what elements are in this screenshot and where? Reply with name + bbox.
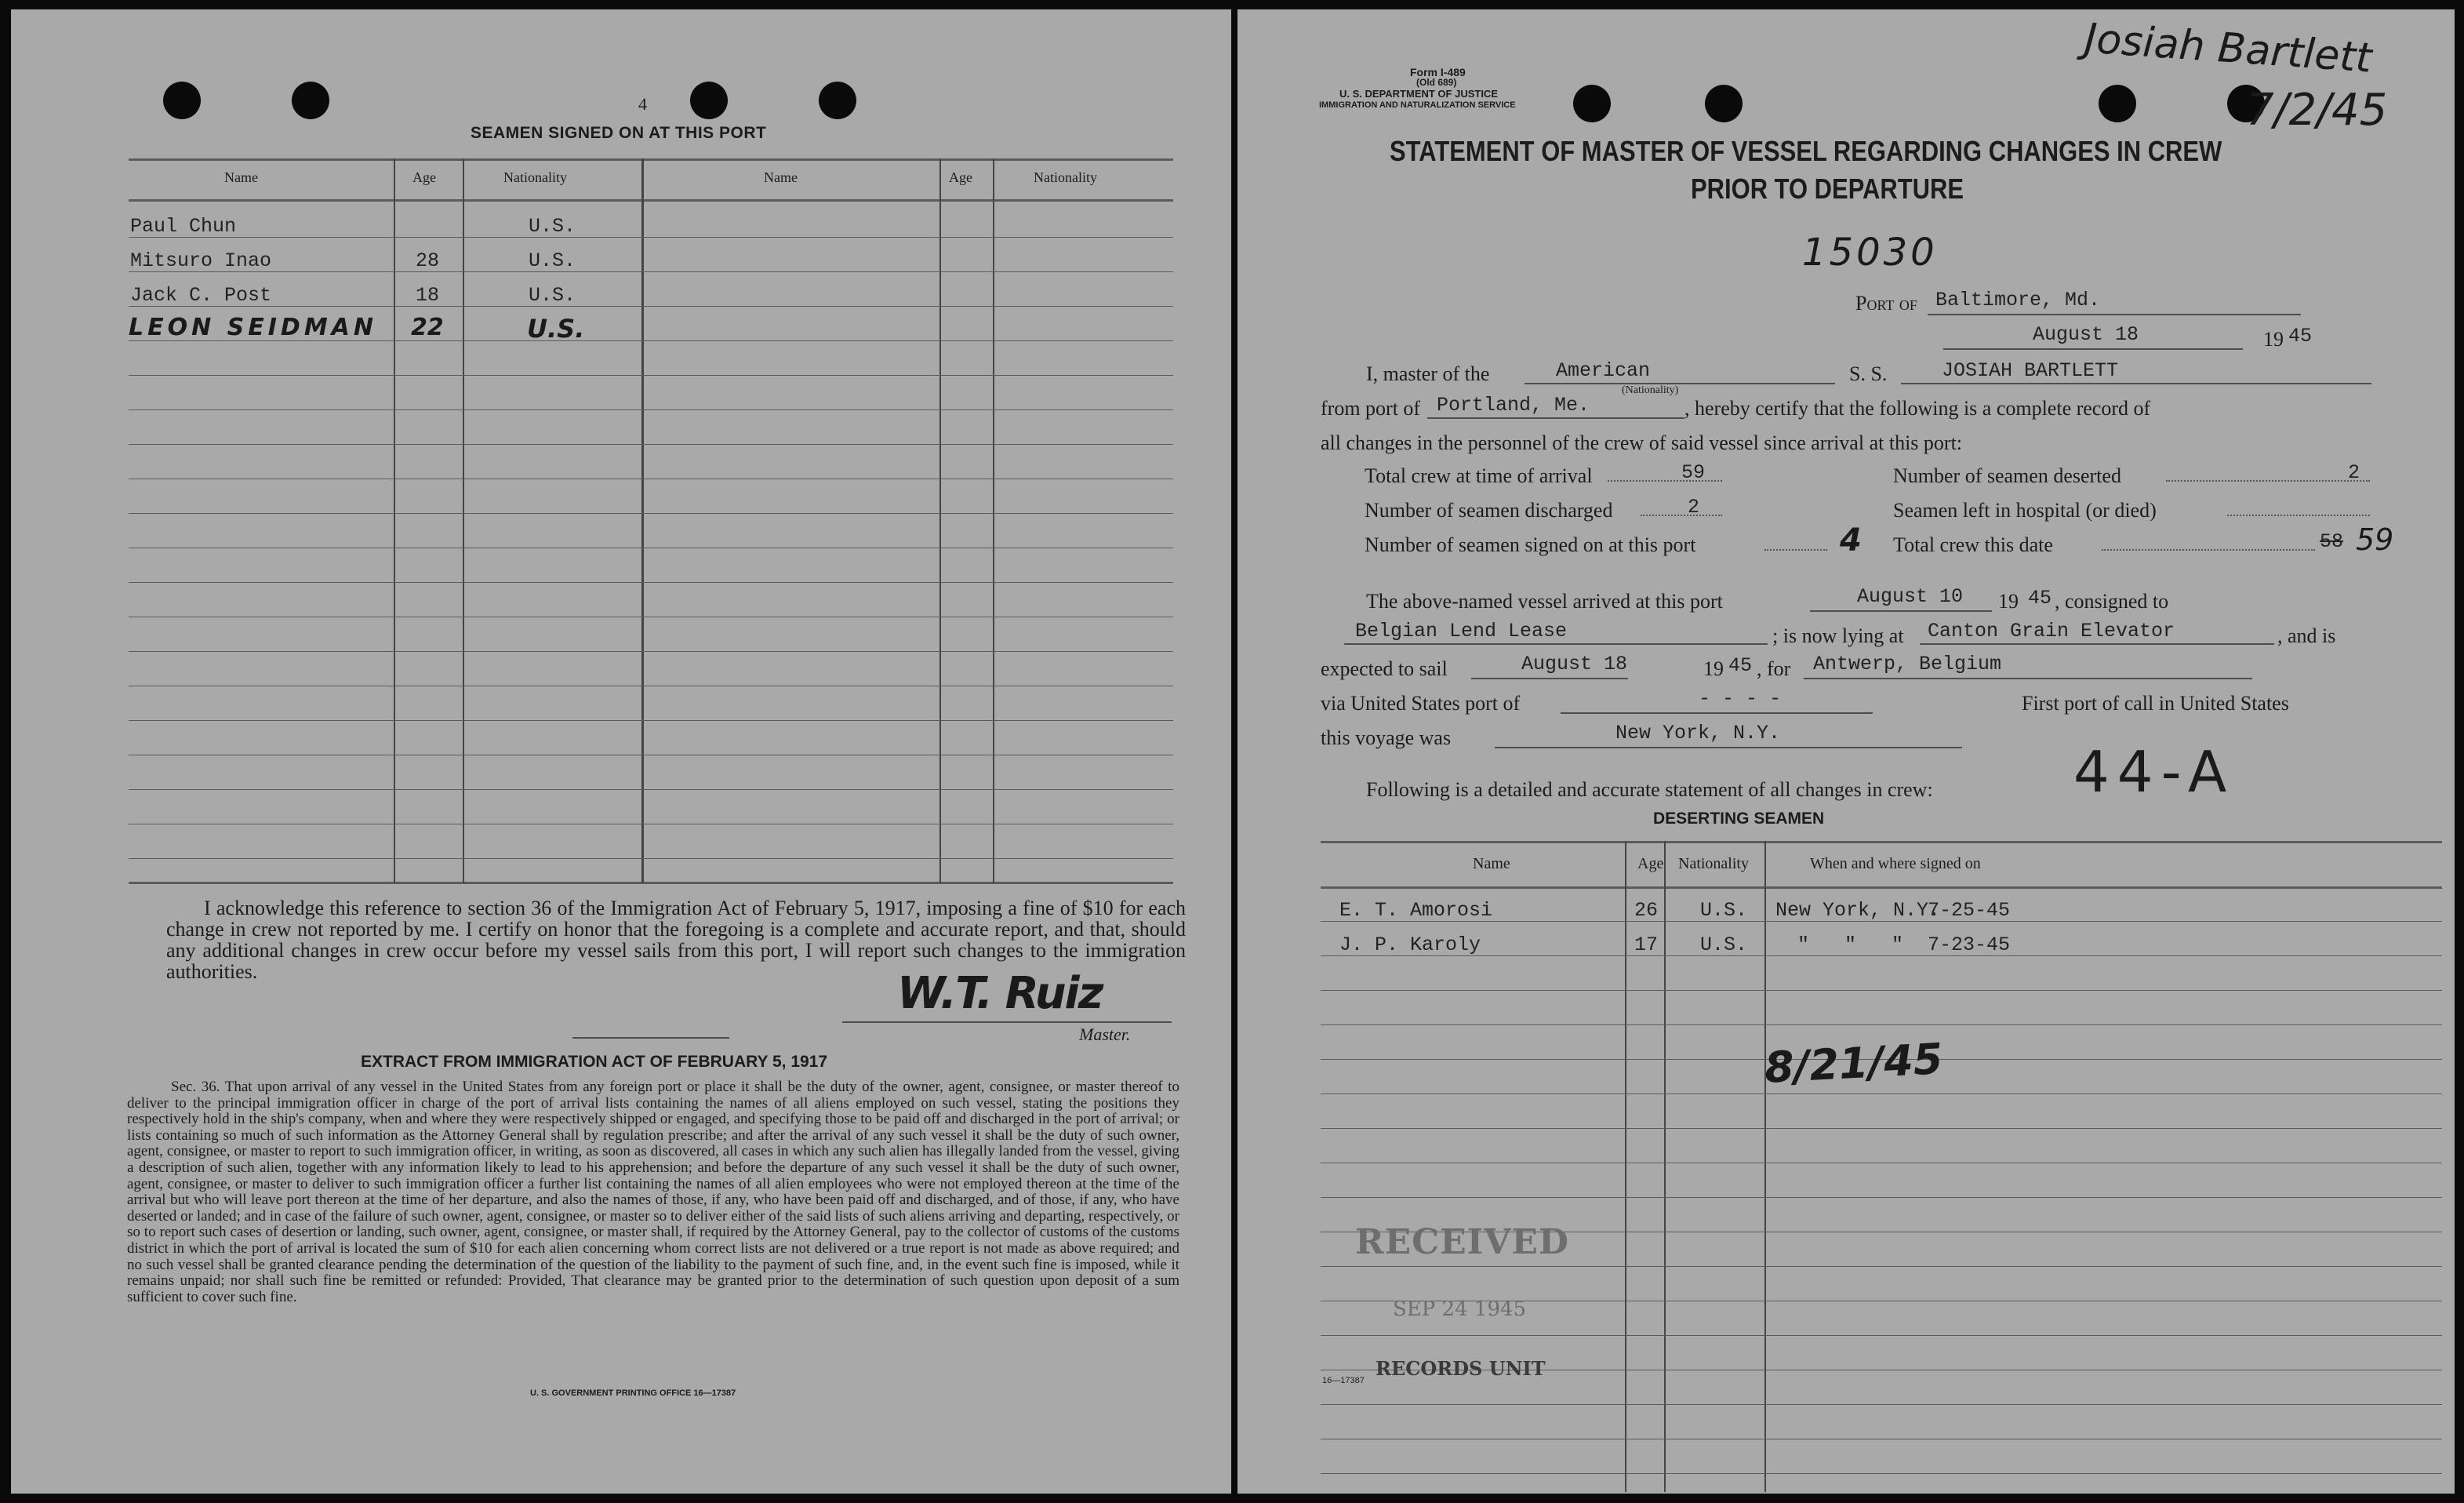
department-name: U. S. DEPARTMENT OF JUSTICE xyxy=(1339,88,1498,100)
deserter-date: 7-25-45 xyxy=(1928,899,2011,922)
expected-value: August 18 xyxy=(1521,653,1628,675)
handwritten-date-note: 7/2/45 xyxy=(2246,85,2388,136)
consigned-label: , consigned to xyxy=(2055,590,2169,613)
form-subtitle: PRIOR TO DEPARTURE xyxy=(1691,173,1964,205)
col-header-name-2: Name xyxy=(764,169,798,185)
via-label: via United States port of xyxy=(1321,692,1521,715)
lying-value: Canton Grain Elevator xyxy=(1928,620,2175,642)
seaman-name: Paul Chun xyxy=(130,215,237,238)
deserted-value: 2 xyxy=(2348,461,2360,484)
deserter-age: 26 xyxy=(1634,899,1659,922)
col-header-age: Age xyxy=(412,169,436,185)
deserter-nationality: U.S. xyxy=(1700,899,1748,922)
certify-text-2: all changes in the personnel of the crew of said vessel since arrival at this port: xyxy=(1321,431,1963,454)
handwritten-vessel-name: Josiah Bartlett xyxy=(2083,15,2374,82)
col-header-nationality-2: Nationality xyxy=(1034,169,1097,185)
port-value: Baltimore, Md. xyxy=(1935,289,2101,311)
total-crew-arrival-value: 59 xyxy=(1681,461,1706,484)
and-is-label: , and is xyxy=(2277,624,2336,647)
table-rule xyxy=(1321,1404,2442,1405)
table-rule xyxy=(129,306,1173,307)
table-rule xyxy=(129,582,1173,583)
handwritten-code: 44-A xyxy=(2073,739,2235,805)
arrived-year: 45 xyxy=(2028,587,2052,610)
year-prefix: 19 xyxy=(2263,328,2284,351)
first-port-label: First port of call in United States xyxy=(2022,692,2289,715)
deserting-seamen-title: DESERTING SEAMEN xyxy=(1653,810,1825,828)
hospital-label: Seamen left in hospital (or died) xyxy=(1893,499,2157,522)
table-rule xyxy=(129,789,1173,790)
for-value: Antwerp, Belgium xyxy=(1813,653,2002,675)
deserter-name: E. T. Amorosi xyxy=(1339,899,1493,922)
punch-hole-decoration xyxy=(2099,85,2136,122)
form-old-number: (Old 689) xyxy=(1416,77,1457,88)
following-label: Following is a detailed and accurate statement of all changes in crew: xyxy=(1366,778,1933,801)
des-col-header-name: Name xyxy=(1473,855,1510,872)
table-rule xyxy=(1321,1197,2442,1198)
table-rule xyxy=(129,720,1173,721)
vessel-name: JOSIAH BARTLETT xyxy=(1942,359,2119,382)
deserter-name: J. P. Karoly xyxy=(1339,933,1481,956)
arrived-value: August 10 xyxy=(1857,585,1964,608)
master-signature: W.T. Ruiz xyxy=(897,968,1103,1019)
table-rule xyxy=(1321,1024,2442,1025)
date-value: August 18 xyxy=(2033,323,2139,346)
des-col-header-nationality: Nationality xyxy=(1678,855,1749,872)
master-label: Master. xyxy=(1079,1024,1131,1044)
punch-hole-decoration xyxy=(1705,85,1743,122)
page-number: 4 xyxy=(638,94,647,114)
punch-hole-decoration xyxy=(292,82,329,119)
signed-on-label: Number of seamen signed on at this port xyxy=(1365,533,1696,556)
form-footer-number: 16—17387 xyxy=(1322,1376,1365,1385)
deserter-where: New York, N.Y. xyxy=(1775,899,1941,922)
table-rule xyxy=(129,237,1173,238)
deserter-date: 7-23-45 xyxy=(1928,933,2011,956)
table-rule xyxy=(1321,1473,2442,1474)
seaman-nationality: U.S. xyxy=(529,249,576,272)
from-port-label: from port of xyxy=(1321,397,1421,420)
expected-year-prefix: 19 xyxy=(1703,657,1724,680)
des-col-header-age: Age xyxy=(1637,855,1664,872)
deserter-nationality: U.S. xyxy=(1700,933,1748,956)
table-rule xyxy=(129,271,1173,272)
seaman-nationality: U.S. xyxy=(529,215,576,238)
extract-title: EXTRACT FROM IMMIGRATION ACT OF FEBRUARY 5, 1917 xyxy=(361,1053,828,1071)
des-col-header-when-where: When and where signed on xyxy=(1810,855,1981,872)
certify-text: , hereby certify that the following is a complete record of xyxy=(1684,397,2151,420)
total-crew-date-struck: 58 xyxy=(2320,530,2344,553)
signed-on-title: SEAMEN SIGNED ON AT THIS PORT xyxy=(471,124,767,142)
left-page xyxy=(11,9,1231,1494)
right-page xyxy=(1237,9,2455,1494)
received-stamp-date: SEP 24 1945 xyxy=(1393,1297,1527,1321)
table-rule xyxy=(1321,990,2442,991)
seaman-nationality: U.S. xyxy=(529,284,576,307)
extract-text: Sec. 36. That upon arrival of any vessel in the United States from any foreign port or place it shall be the duty of the owner, agent, consignee, or master thereof to deliver to the principal immigration officer in charge of the port of arrival lists containing the names of all aliens employed on such vessel, stating the positions they respectively hold in the ship's company, when and where they were respectively shipped or engaged, and specifying those to be paid off and discharged in the port of arrival; or lists containing so much of such information as the Attorney General shall by regulation prescribe; and after the arrival of any such vessel it shall be the duty of such owner, agent, consignee, or master to report to such immigration officer, in writing, as soon as discovered, all cases in which any such alien has illegally landed from the vessel, giving a description of such alien, together with any information likely to lead to his apprehension; and before the departure of any such vessel it shall be the duty of such owner, agent, consignee, or master to deliver to such immigration officer a further list containing the names of all alien employees who were not employed thereon at the time of the arrival but who will leave port thereon at the time of her departure, and also the names of those, if any, who have been paid off and discharged, and of those, if any, who have deserted or landed; and in case of the failure of such owner, agent, consignee, or master so to deliver either of the said lists of such aliens arriving and departing, respectively, or so to report such cases of desertion or landing, such owner, agent, consignee, or master shall, if required by the Attorney General, pay to the collector of customs of the customs district in which the port of arrival is located the sum of $10 for each alien concerning whom correct lists are not delivered or a true report is not made as above required; and no such vessel shall be granted clearance pending the determination of the question of the liability to the payment of such fine, and, in the event such fine is imposed, while it remains unpaid; nor shall such fine be remitted or refunded: Provided, That clearance may be granted prior to the determination of such question upon deposit of a sum sufficient to cover such fine. xyxy=(127,1079,1179,1305)
printing-office-note: U. S. GOVERNMENT PRINTING OFFICE 16—17387 xyxy=(530,1388,736,1398)
from-port-value: Portland, Me. xyxy=(1437,394,1590,417)
deserter-where: " " " xyxy=(1797,933,1904,956)
via-value: - - - - xyxy=(1699,687,1782,710)
col-header-age-2: Age xyxy=(949,169,972,185)
table-rule xyxy=(129,444,1173,445)
table-rule xyxy=(1321,1266,2442,1267)
expected-year: 45 xyxy=(1728,654,1753,677)
col-header-nationality: Nationality xyxy=(503,169,567,185)
punch-hole-decoration xyxy=(690,82,728,119)
lying-label: ; is now lying at xyxy=(1772,624,1904,647)
received-stamp: RECEIVED xyxy=(1355,1222,1570,1262)
total-crew-date-label: Total crew this date xyxy=(1893,533,2053,556)
nationality-value: American xyxy=(1556,359,1651,382)
table-rule xyxy=(129,513,1173,514)
consignee-value: Belgian Lend Lease xyxy=(1355,620,1568,642)
form-number: Form I-489 xyxy=(1410,66,1466,78)
acknowledgement-text: I acknowledge this reference to section 36 of the Immigration Act of February 5, 1917, imposing a fine of $10 for each change in crew not reported by me. I certify on honor that the foregoing is a complete and accurate report, and that, should any additional changes in crew occur before my vessel sails from this port, I will report such changes to the immigration authorities. xyxy=(166,897,1186,983)
voyage-value: New York, N.Y. xyxy=(1615,722,1781,744)
master-of-label: I, master of the xyxy=(1366,362,1490,385)
seaman-name: Mitsuro Inao xyxy=(130,249,272,272)
seaman-age-handwritten: 22 xyxy=(411,314,444,341)
deserter-age: 17 xyxy=(1634,933,1659,956)
table-rule xyxy=(1321,1335,2442,1336)
seaman-nationality-handwritten: U.S. xyxy=(527,314,585,344)
table-rule xyxy=(129,409,1173,410)
table-rule xyxy=(129,858,1173,859)
handwritten-number: 15030 xyxy=(1802,231,1938,275)
discharged-label: Number of seamen discharged xyxy=(1365,499,1613,522)
table-rule xyxy=(129,651,1173,652)
col-header-name: Name xyxy=(224,169,258,185)
punch-hole-decoration xyxy=(1573,85,1611,122)
service-name: IMMIGRATION AND NATURALIZATION SERVICE xyxy=(1319,100,1516,110)
discharged-value: 2 xyxy=(1688,496,1700,519)
port-label: Port of xyxy=(1855,292,1917,315)
punch-hole-decoration xyxy=(163,82,201,119)
ss-label: S. S. xyxy=(1849,362,1888,385)
handwritten-date-mark: 8/21/45 xyxy=(1763,1034,1944,1093)
voyage-label: this voyage was xyxy=(1321,726,1452,749)
arrived-label: The above-named vessel arrived at this port xyxy=(1366,590,1723,613)
for-label: , for xyxy=(1757,657,1791,680)
year-value: 45 xyxy=(2288,325,2313,348)
form-title: STATEMENT OF MASTER OF VESSEL REGARDING CHANGES IN CREW xyxy=(1390,135,2222,167)
seaman-age: 18 xyxy=(416,284,440,307)
arrived-year-prefix: 19 xyxy=(1998,590,2019,613)
seaman-age: 28 xyxy=(416,249,440,272)
total-crew-arrival-label: Total crew at time of arrival xyxy=(1365,464,1593,487)
table-rule xyxy=(1321,1128,2442,1129)
signed-on-value: 4 xyxy=(1840,522,1862,559)
seaman-name-handwritten: LEON SEIDMAN xyxy=(129,314,378,341)
records-unit-stamp: RECORDS UNIT xyxy=(1376,1357,1546,1380)
total-crew-date-value: 59 xyxy=(2356,522,2394,557)
expected-label: expected to sail xyxy=(1321,657,1448,680)
deserted-label: Number of seamen deserted xyxy=(1893,464,2121,487)
seaman-name: Jack C. Post xyxy=(130,284,272,307)
table-rule xyxy=(129,375,1173,376)
punch-hole-decoration xyxy=(819,82,856,119)
nationality-caption: (Nationality) xyxy=(1622,384,1679,396)
